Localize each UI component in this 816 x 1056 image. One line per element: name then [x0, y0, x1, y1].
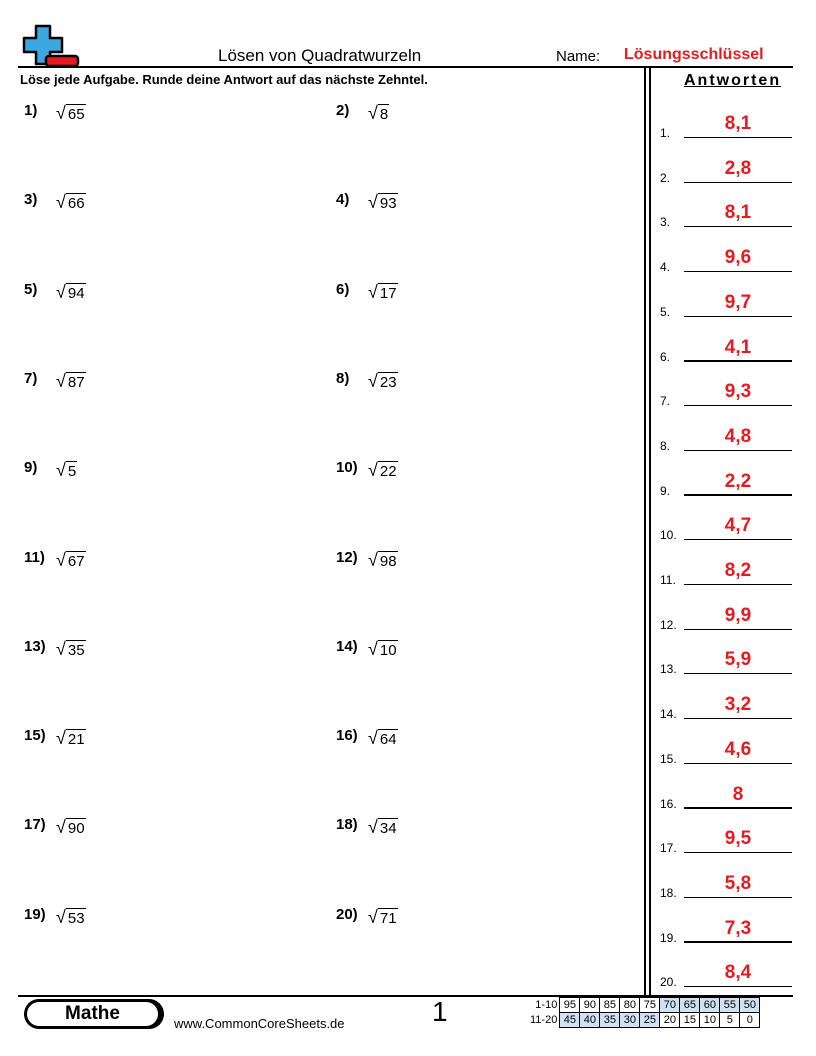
problem-item [336, 906, 398, 927]
radicand: 17 [379, 284, 397, 302]
answer-row [660, 694, 792, 722]
problem-number: 13) [24, 637, 46, 655]
answer-value: 3,2 [724, 694, 752, 716]
radical-sign-icon: √ [368, 549, 378, 570]
answer-number: 8. [660, 438, 671, 453]
problem-number: 8) [336, 369, 350, 387]
answer-number: 15. [660, 751, 677, 766]
radical-sign-icon: √ [368, 817, 378, 838]
answer-row [660, 291, 792, 319]
radical-sign-icon: √ [56, 370, 66, 391]
answer-line [684, 897, 792, 898]
answer-row [660, 604, 792, 632]
answer-divider-left [644, 66, 646, 996]
problem-item [24, 727, 86, 748]
square-root [368, 906, 398, 927]
score-cell: 5 [720, 1013, 740, 1028]
score-cell: 25 [640, 1013, 660, 1028]
answer-row [660, 247, 792, 275]
answer-value: 4,7 [724, 515, 752, 537]
score-cell: 50 [740, 998, 760, 1013]
problem-number: 16) [336, 727, 358, 745]
radical-sign-icon: √ [56, 906, 66, 927]
radicand: 65 [67, 106, 85, 123]
answer-number: 7. [660, 394, 671, 409]
radical-sign-icon: √ [56, 728, 66, 749]
radical-sign-icon: √ [368, 728, 378, 749]
score-row-label: 11-20 [530, 1014, 558, 1026]
answer-value: 7,3 [724, 917, 752, 939]
square-root [56, 816, 86, 837]
answer-number: 18. [660, 885, 677, 900]
answer-value: 4,6 [724, 738, 752, 760]
answer-row [660, 113, 792, 140]
answer-number: 3. [660, 215, 671, 230]
site-url: www.CommonCoreSheets.de [174, 1016, 345, 1031]
answer-value: 9,6 [724, 247, 752, 269]
problem-number: 4) [336, 191, 350, 209]
radicand: 64 [379, 731, 397, 749]
radical-sign-icon: √ [368, 281, 378, 302]
radical-sign-icon: √ [56, 192, 66, 213]
square-root [368, 102, 389, 123]
subject-label: Mathe [27, 1002, 158, 1026]
answer-row [660, 560, 792, 587]
radicand: 71 [379, 909, 397, 927]
radical-sign-icon: √ [368, 192, 378, 213]
answer-number: 20. [660, 975, 677, 990]
score-cell: 75 [640, 998, 660, 1013]
problem-item [336, 102, 389, 123]
answer-line [684, 316, 792, 317]
problem-number: 14) [336, 637, 358, 655]
problem-number: 15) [24, 727, 46, 745]
score-row [528, 998, 760, 1013]
square-root [56, 549, 86, 570]
problem-number: 18) [336, 816, 358, 834]
score-cell: 40 [580, 1013, 600, 1028]
score-cell: 65 [680, 998, 700, 1013]
problem-item [336, 281, 398, 302]
answer-line [684, 763, 792, 764]
answer-value: 5,9 [724, 649, 752, 671]
score-cell: 80 [620, 998, 640, 1013]
answer-number: 4. [660, 260, 671, 275]
answer-value: 9,7 [724, 291, 752, 313]
answer-line [684, 941, 792, 942]
answer-line [684, 673, 792, 674]
problem-item [24, 102, 86, 123]
radicand: 34 [379, 820, 397, 838]
answer-number: 2. [660, 170, 671, 185]
radical-sign-icon: √ [368, 370, 378, 391]
answer-row [660, 649, 792, 677]
square-root [56, 727, 86, 748]
answer-value: 8,2 [724, 560, 752, 581]
score-cell: 90 [580, 998, 600, 1013]
score-cell: 10 [700, 1013, 720, 1028]
problem-item [336, 459, 398, 480]
answer-row [660, 202, 792, 230]
radicand: 98 [379, 552, 397, 570]
answer-line [684, 360, 792, 361]
score-cell: 85 [600, 998, 620, 1013]
radical-sign-icon: √ [368, 460, 378, 481]
answer-value: 9,3 [724, 381, 752, 403]
square-root [56, 638, 86, 659]
problem-number: 20) [336, 905, 358, 923]
square-root [56, 102, 86, 123]
answer-value: 8 [732, 783, 744, 805]
score-cell: 20 [660, 1013, 680, 1028]
radicand: 22 [379, 463, 397, 481]
radicand: 23 [379, 373, 397, 391]
name-label: Name: [556, 48, 601, 65]
radical-sign-icon: √ [368, 638, 378, 659]
score-cell: 35 [600, 1013, 620, 1028]
answer-row [660, 336, 792, 364]
problem-item [336, 370, 398, 391]
problem-number: 6) [336, 280, 350, 298]
problem-item [24, 459, 77, 480]
score-cell: 70 [660, 998, 680, 1013]
answer-line [684, 494, 792, 495]
answer-value: 8,4 [724, 962, 752, 984]
answer-row [660, 917, 792, 945]
answer-line [684, 226, 792, 227]
problem-number: 5) [24, 280, 38, 298]
answer-row [660, 738, 792, 766]
problem-number: 11) [24, 548, 45, 566]
radical-sign-icon: √ [368, 906, 378, 927]
square-root [368, 549, 398, 570]
answer-number: 16. [660, 796, 677, 811]
problem-item [336, 191, 398, 212]
answer-line [684, 807, 792, 808]
answers-heading: Antworten [684, 72, 782, 89]
radicand: 35 [67, 641, 85, 659]
square-root [368, 638, 398, 659]
answer-row [660, 962, 792, 990]
problem-number: 10) [336, 459, 358, 477]
square-root [56, 459, 77, 480]
square-root [56, 281, 86, 302]
score-row-label: 1-10 [535, 999, 558, 1011]
answer-number: 19. [660, 930, 677, 945]
answer-row [660, 157, 792, 185]
header-divider [18, 66, 793, 68]
problem-number: 7) [24, 369, 38, 387]
problem-item [24, 638, 86, 659]
answer-line [684, 852, 792, 853]
radicand: 53 [67, 909, 85, 927]
problem-item [336, 727, 398, 748]
radicand: 10 [379, 641, 397, 659]
radical-sign-icon: √ [56, 638, 66, 659]
radical-sign-icon: √ [56, 460, 66, 481]
answer-line [684, 450, 792, 451]
answer-number: 6. [660, 349, 671, 364]
score-cell: 15 [680, 1013, 700, 1028]
score-cell: 45 [560, 1013, 580, 1028]
problem-item [24, 816, 86, 837]
answer-number: 13. [660, 662, 677, 677]
score-row [528, 1013, 760, 1028]
answer-row [660, 425, 792, 453]
answer-value: 9,9 [724, 604, 752, 626]
instructions: Löse jede Aufgabe. Runde deine Antwort auf das nächste Zehntel. [20, 72, 428, 87]
answer-number: 1. [660, 126, 671, 140]
square-root [368, 370, 398, 391]
answer-line [684, 539, 792, 540]
score-cell: 55 [720, 998, 740, 1013]
answer-divider-right [649, 66, 651, 996]
answer-row [660, 872, 792, 900]
square-root [56, 906, 86, 927]
answer-number: 11. [660, 573, 676, 587]
answer-line [684, 405, 792, 406]
radicand: 21 [67, 731, 85, 749]
radical-sign-icon: √ [56, 281, 66, 302]
problem-number: 3) [24, 191, 38, 209]
answer-line [684, 182, 792, 183]
answer-line [684, 718, 792, 719]
square-root [368, 816, 398, 837]
answer-value: 9,5 [724, 828, 752, 850]
problem-item [336, 638, 398, 659]
score-table [528, 997, 760, 1028]
answer-line [684, 137, 792, 138]
answer-row [660, 470, 792, 498]
radicand: 93 [379, 195, 397, 213]
radical-sign-icon: √ [56, 817, 66, 838]
answer-number: 9. [660, 483, 671, 498]
subject-badge [24, 999, 164, 1029]
radical-sign-icon: √ [56, 549, 66, 570]
answer-row [660, 381, 792, 409]
problem-item [24, 281, 86, 302]
answer-number: 14. [660, 707, 677, 722]
problem-number: 17) [24, 816, 46, 834]
problem-number: 2) [336, 102, 350, 119]
answer-value: 2,8 [724, 157, 752, 179]
answer-row [660, 515, 792, 543]
radicand: 90 [67, 820, 85, 838]
radicand: 67 [67, 552, 85, 570]
answer-line [684, 271, 792, 272]
answer-number: 10. [660, 528, 677, 543]
answer-line [684, 584, 792, 585]
radicand: 87 [67, 373, 85, 391]
problem-item [24, 370, 86, 391]
answer-row [660, 828, 792, 856]
square-root [56, 191, 86, 212]
answer-value: 4,8 [724, 425, 752, 447]
radical-sign-icon: √ [368, 103, 378, 123]
radical-sign-icon: √ [56, 103, 66, 123]
problem-item [24, 906, 86, 927]
answer-number: 5. [660, 304, 671, 319]
answer-value: 8,1 [724, 202, 752, 224]
score-cell: 0 [740, 1013, 760, 1028]
radicand: 94 [67, 284, 85, 302]
radicand: 8 [379, 106, 389, 123]
answer-number: 12. [660, 617, 677, 632]
answer-line [684, 986, 792, 987]
name-value: Lösungsschlüssel [624, 46, 764, 63]
problem-item [24, 549, 86, 570]
answer-value: 5,8 [724, 872, 752, 894]
answer-value: 4,1 [724, 336, 752, 358]
problem-number: 12) [336, 548, 358, 566]
problem-item [336, 816, 398, 837]
square-root [56, 370, 86, 391]
score-cell: 60 [700, 998, 720, 1013]
page-number: 1 [432, 996, 448, 1027]
square-root [368, 191, 398, 212]
worksheet-title: Lösen von Quadratwurzeln [218, 46, 422, 65]
square-root [368, 459, 398, 480]
answer-value: 2,2 [724, 470, 752, 492]
problem-number: 19) [24, 905, 46, 923]
problem-number: 1) [24, 102, 38, 119]
problem-number: 9) [24, 459, 38, 477]
problem-item [336, 549, 398, 570]
score-cell: 30 [620, 1013, 640, 1028]
answer-number: 17. [660, 841, 677, 856]
answer-value: 8,1 [724, 113, 752, 134]
square-root [368, 727, 398, 748]
problem-item [24, 191, 86, 212]
square-root [368, 281, 398, 302]
plus-minus-logo-icon [22, 24, 80, 68]
answer-row [660, 783, 792, 811]
radicand: 5 [67, 463, 77, 481]
radicand: 66 [67, 195, 85, 213]
answer-line [684, 629, 792, 630]
score-cell: 95 [560, 998, 580, 1013]
